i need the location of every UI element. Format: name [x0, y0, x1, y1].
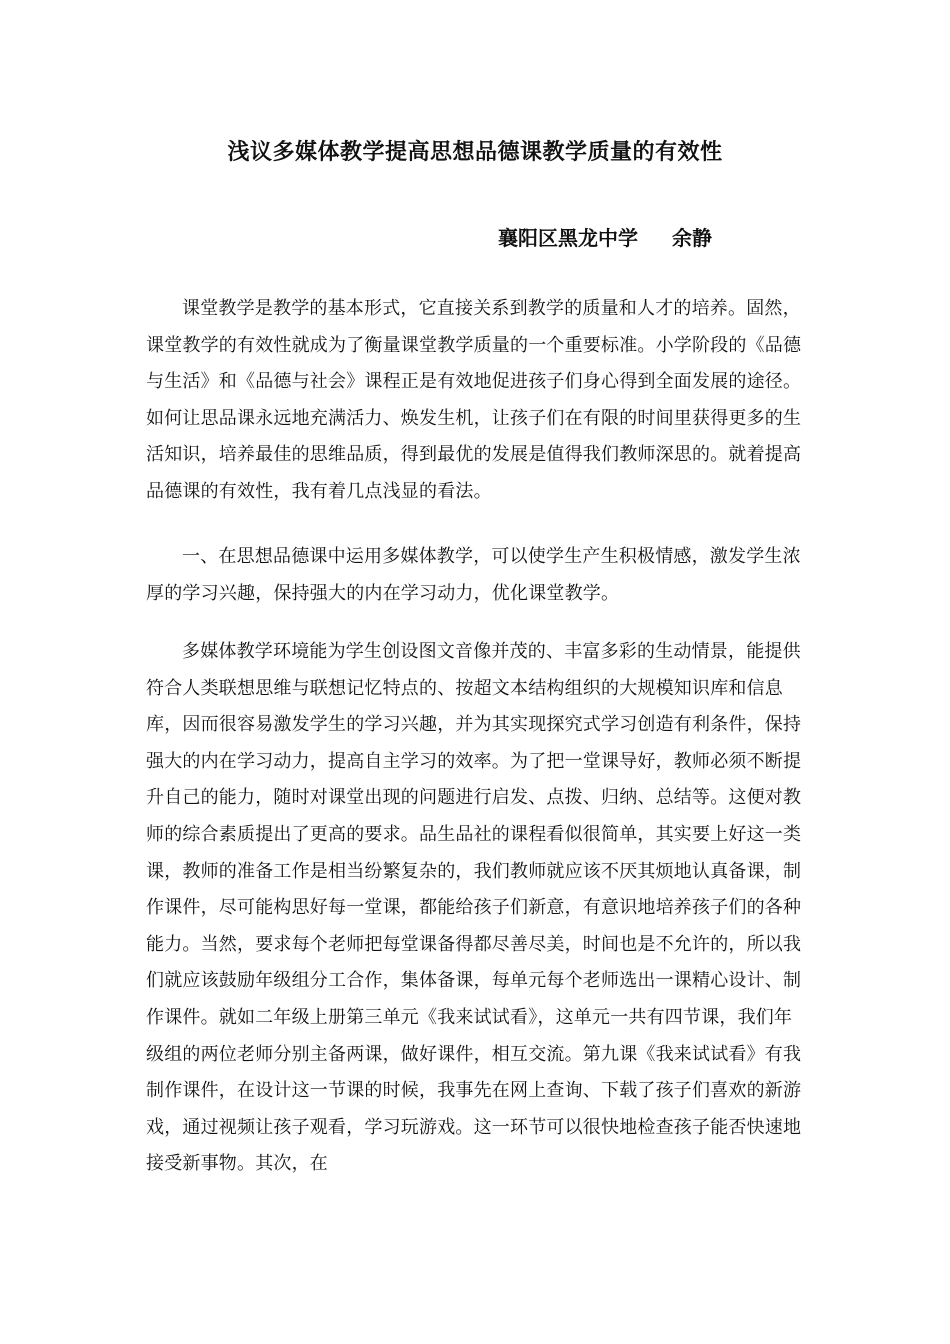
body-paragraph-3-block: [146, 634, 804, 1202]
author-school: 襄阳区黑龙中学: [498, 226, 638, 250]
author-line: [498, 223, 712, 253]
section-heading-paragraph: 一、在思想品德课中运用多媒体教学，可以使学生产生积极情感，激发学生浓厚的学习兴趣，保持强大的内在学习动力，优化课堂教学。: [146, 546, 801, 604]
document-title: 浅议多媒体教学提高思想品德课教学质量的有效性: [227, 139, 723, 165]
body-paragraph-2-block: [146, 539, 804, 631]
body-paragraph: 课堂教学是教学的基本形式，它直接关系到教学的质量和人才的培养。固然，课堂教学的有效性就成为了衡量课堂教学质量的一个重要标准。小学阶段的《品德与生活》和《品德与社会》课程正是有效地促进孩子们身心得到全面发展的途径。如何让思品课永远地充满活力、焕发生机，让孩子们在有限的时间里获得更多的生活知识，培养最佳的思维品质，得到最优的发展是值得我们教师深思的。就着提高品德课的有效性，我有着几点浅显的看法。: [146, 298, 802, 502]
body-paragraph-1-block: [146, 291, 804, 530]
body-paragraph: 多媒体教学环境能为学生创设图文音像并茂的、丰富多彩的生动情景，能提供符合人类联想思维与联想记忆特点的、按超文本结构组织的大规模知识库和信息库，因而很容易激发学生的学习兴趣，并为其实现探究式学习创造有利条件，保持强大的内在学习动力，提高自主学习的效率。为了把一堂课导好，教师必须不断提升自己的能力，随时对课堂出现的问题进行启发、点拨、归纳、总结等。这便对教师的综合素质提出了更高的要求。品生品社的课程看似很简单，其实要上好这一类课，教师的准备工作是相当纷繁复杂的，我们教师就应该不厌其烦地认真备课，制作课件，尽可能构思好每一堂课，都能给孩子们新意，有意识地培养孩子们的各种能力。当然，要求每个老师把每堂课备得都尽善尽美，时间也是不允许的，所以我们就应该鼓励年级组分工合作，集体备课，每单元每个老师选出一课精心设计、制作课件。就如二年级上册第三单元《我来试试看》，这单元一共有四节课，我们年级组的两位老师分别主备两课，做好课件，相互交流。第九课《我来试试看》有我制作课件，在设计这一节课的时候，我事先在网上查询、下载了孩子们喜欢的新游戏，通过视频让孩子观看，学习玩游戏。这一环节可以很快地检查孩子能否快速地接受新事物。其次，在: [146, 641, 802, 1175]
author-name: 余静: [672, 226, 712, 250]
